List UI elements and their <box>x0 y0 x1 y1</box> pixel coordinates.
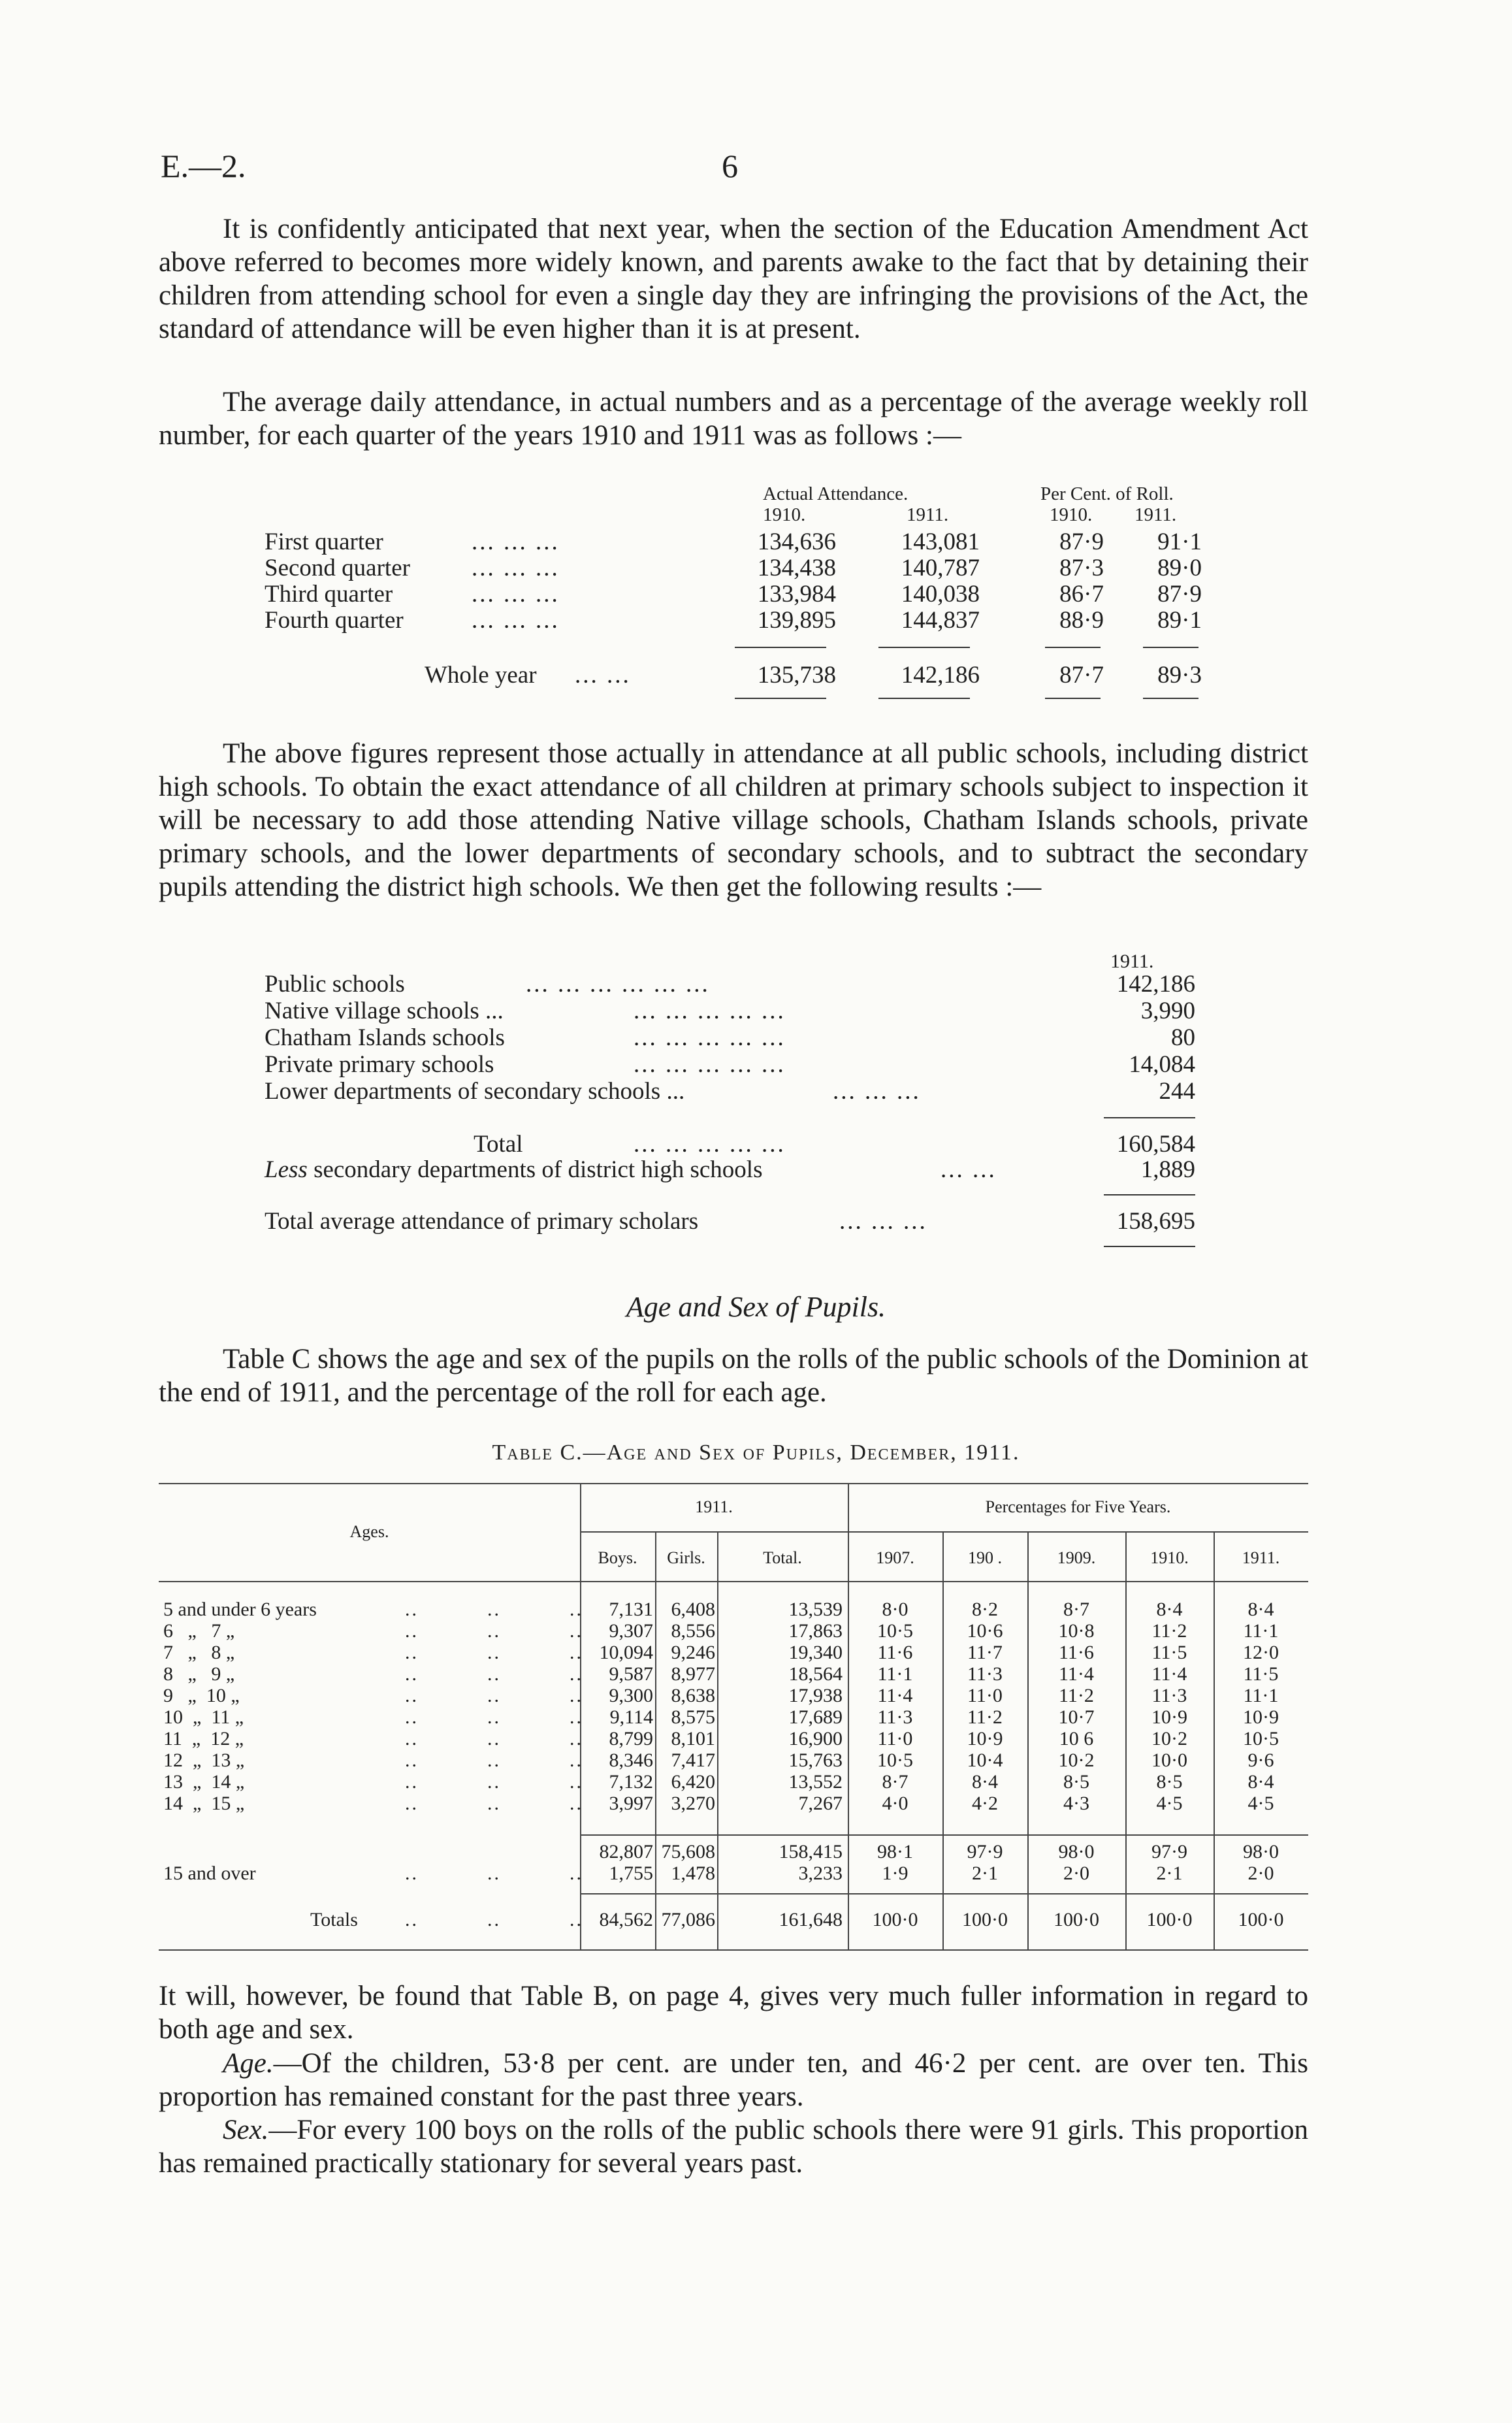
res-value: 3,990 <box>1140 998 1195 1024</box>
boys-cell: 84,562 <box>599 1909 653 1930</box>
leader-dots: .. .. .. <box>405 1771 583 1793</box>
percent-cell: 8·4 <box>1247 1771 1274 1793</box>
boys-cell: 9,587 <box>609 1663 653 1685</box>
percent-cell: 10·5 <box>877 1749 913 1771</box>
girls-cell: 8,101 <box>671 1728 715 1749</box>
pct-1910: 86·7 <box>1059 581 1104 608</box>
header-year: 1910. <box>1150 1548 1189 1567</box>
table-rule-totals <box>580 1893 1308 1894</box>
rule <box>1143 647 1198 648</box>
pct-1910: 88·9 <box>1059 607 1104 634</box>
age-cell: 6 „ 7 „ <box>163 1620 235 1642</box>
percent-cell: 4·5 <box>1156 1793 1183 1814</box>
total-cell: 17,863 <box>788 1620 843 1642</box>
girls-cell: 77,086 <box>661 1909 715 1930</box>
res-label: Private primary schools <box>265 1051 494 1078</box>
percent-cell: 11·3 <box>1151 1685 1187 1706</box>
percent-cell: 10·7 <box>1058 1706 1095 1728</box>
leader-dots: ... ... ... ... ... ... <box>526 971 710 998</box>
section-heading: Age and Sex of Pupils. <box>626 1291 886 1323</box>
rule <box>1104 1246 1195 1247</box>
table-rule-subtotal <box>580 1834 1308 1836</box>
leader-dots: ... ... ... <box>839 1208 927 1235</box>
actual-1911: 143,081 <box>901 529 980 555</box>
res-label: Total <box>474 1131 523 1158</box>
col-header-percent: Per Cent. of Roll. <box>1040 483 1174 504</box>
actual-1910: 134,438 <box>757 555 836 581</box>
girls-cell: 7,417 <box>671 1749 715 1771</box>
res-value: 244 <box>1159 1078 1195 1105</box>
percent-cell: 10·8 <box>1058 1620 1095 1642</box>
pct-year-1910: 1910. <box>1050 504 1093 525</box>
age-cell: 9 „ 10 „ <box>163 1685 240 1706</box>
percent-cell: 11·2 <box>1059 1685 1094 1706</box>
percent-cell: 8·7 <box>882 1771 909 1793</box>
actual-1910: 134,636 <box>757 529 836 555</box>
row-label: Third quarter <box>265 581 393 608</box>
percent-cell: 8·5 <box>1063 1771 1089 1793</box>
total-cell: 15,763 <box>788 1749 843 1771</box>
res-label: Total average attendance of primary scholars <box>265 1208 699 1235</box>
age-cell: 12 „ 13 „ <box>163 1749 245 1771</box>
pct-1911: 87·9 <box>1157 581 1202 608</box>
leader-dots: .. .. .. <box>405 1862 583 1884</box>
percent-cell: 8·0 <box>882 1599 909 1620</box>
percent-cell: 100·0 <box>1146 1909 1193 1930</box>
table-c-title: Table C.—Age and Sex of Pupils, December, 1911. <box>492 1440 1020 1465</box>
leader-dots: .. .. .. <box>405 1642 583 1663</box>
percent-cell: 11·0 <box>967 1685 1003 1706</box>
res-label: Chatham Islands schools <box>265 1024 505 1051</box>
age-cell: 13 „ 14 „ <box>163 1771 245 1793</box>
boys-cell: 9,114 <box>609 1706 653 1728</box>
paragraph-6 <box>159 2047 1308 2113</box>
header-girls: Girls. <box>667 1548 705 1567</box>
leader-dots: .. .. .. <box>405 1749 583 1771</box>
percent-cell: 97·9 <box>1151 1841 1187 1862</box>
percent-cell: 11·1 <box>877 1663 913 1685</box>
leader-dots: ... ... ... <box>472 555 560 581</box>
percent-cell: 11·3 <box>877 1706 913 1728</box>
percent-cell: 8·4 <box>1247 1599 1274 1620</box>
leader-dots: ... ... ... ... ... <box>634 1051 786 1078</box>
res-label: Native village schools ... <box>265 998 504 1024</box>
boys-cell: 8,799 <box>609 1728 653 1749</box>
boys-cell: 8,346 <box>609 1749 653 1771</box>
percent-cell: 4·5 <box>1247 1793 1274 1814</box>
total-cell: 19,340 <box>788 1642 843 1663</box>
boys-cell: 9,300 <box>609 1685 653 1706</box>
pct-1910: 87·9 <box>1059 529 1104 555</box>
actual-1911: 142,186 <box>901 662 980 689</box>
total-cell: 3,233 <box>798 1862 843 1884</box>
leader-dots: ... ... ... <box>472 581 560 608</box>
percent-cell: 11·2 <box>967 1706 1003 1728</box>
boys-cell: 7,132 <box>609 1771 653 1793</box>
leader-dots: .. .. .. <box>405 1663 583 1685</box>
paragraph-2: The average daily attendance, in actual numbers and as a percentage of the average weekly roll number, for each quarter of the years 1910 and 1911 was as follows :— <box>159 387 1308 451</box>
girls-cell: 3,270 <box>671 1793 715 1814</box>
col-header-actual: Actual Attendance. <box>763 483 909 504</box>
year-1910: 1910. <box>763 504 806 525</box>
paragraph-1: It is confidently anticipated that next year, when the section of the Education Amendment Act above referred to becomes more widely known, and parents awake to the fact that by detaining their children from attending school for even a single day they are infringing the provisions of the Act, the standard of attendance will be even higher than it is at present. <box>159 214 1308 344</box>
res-value: 158,695 <box>1116 1208 1195 1235</box>
age-cell: 15 and over <box>163 1862 256 1884</box>
results-year: 1911. <box>1110 951 1154 972</box>
res-value: 160,584 <box>1116 1131 1195 1158</box>
leader-dots: .. .. .. <box>405 1599 583 1620</box>
percent-cell: 10·5 <box>877 1620 913 1642</box>
leader-dots: ... ... ... ... ... <box>634 1024 786 1051</box>
percent-cell: 11·6 <box>1059 1642 1094 1663</box>
percent-cell: 97·9 <box>967 1841 1003 1862</box>
percent-cell: 11·5 <box>1151 1642 1187 1663</box>
boys-cell: 3,997 <box>609 1793 653 1814</box>
percent-cell: 9·6 <box>1247 1749 1274 1771</box>
percent-cell: 11·4 <box>877 1685 913 1706</box>
percent-cell: 11·0 <box>877 1728 913 1749</box>
percent-cell: 10·4 <box>967 1749 1003 1771</box>
res-value: 1,889 <box>1140 1156 1195 1183</box>
pct-1911: 89·0 <box>1157 555 1202 581</box>
res-value: 142,186 <box>1116 971 1195 998</box>
actual-1911: 140,787 <box>901 555 980 581</box>
girls-cell: 8,638 <box>671 1685 715 1706</box>
row-label: Whole year <box>425 662 537 689</box>
rule <box>1104 1117 1195 1118</box>
age-cell: 5 and under 6 years <box>163 1599 317 1620</box>
percent-cell: 4·3 <box>1063 1793 1089 1814</box>
header-year: 1907. <box>876 1548 914 1567</box>
boys-cell: 10,094 <box>599 1642 653 1663</box>
sex-label: Sex. <box>223 2115 269 2145</box>
girls-cell: 9,246 <box>671 1642 715 1663</box>
header-ages: Ages. <box>349 1522 389 1541</box>
row-label: First quarter <box>265 529 383 555</box>
header-year: 1909. <box>1057 1548 1096 1567</box>
percent-cell: 10·2 <box>1151 1728 1187 1749</box>
percent-cell: 8·4 <box>972 1771 998 1793</box>
leader-dots: .. .. .. <box>405 1909 583 1930</box>
percent-cell: 11·5 <box>1243 1663 1279 1685</box>
percent-cell: 10·5 <box>1243 1728 1279 1749</box>
percent-cell: 98·0 <box>1058 1841 1095 1862</box>
header-1911: 1911. <box>695 1497 733 1516</box>
age-label: Age. <box>223 2048 274 2079</box>
paragraph-7 <box>159 2113 1308 2180</box>
leader-dots: .. .. .. <box>405 1706 583 1728</box>
header-year: 1911. <box>1242 1548 1280 1567</box>
pct-1911: 91·1 <box>1157 529 1202 555</box>
rule <box>1104 1194 1195 1195</box>
page-code: E.—2. <box>161 148 246 184</box>
boys-cell: 1,755 <box>609 1862 653 1884</box>
percent-cell: 11·2 <box>1151 1620 1187 1642</box>
total-cell: 13,539 <box>788 1599 843 1620</box>
percent-cell: 10·0 <box>1151 1749 1187 1771</box>
paragraph-5-text: It will, however, be found that Table B, on page 4, gives very much fuller information in regard to both age and sex. <box>159 1981 1308 2045</box>
less-word: Less <box>265 1156 308 1183</box>
percent-cell: 98·1 <box>877 1841 913 1862</box>
rule <box>878 647 970 648</box>
actual-1911: 140,038 <box>901 581 980 608</box>
rule <box>878 698 970 699</box>
percent-cell: 11·4 <box>1059 1663 1094 1685</box>
res-label <box>265 1156 763 1184</box>
boys-cell: 9,307 <box>609 1620 653 1642</box>
header-total: Total. <box>763 1548 802 1567</box>
percent-cell: 10·9 <box>1151 1706 1187 1728</box>
header-percentages: Percentages for Five Years. <box>985 1497 1171 1516</box>
actual-1910: 139,895 <box>757 607 836 634</box>
percent-cell: 11·7 <box>967 1642 1003 1663</box>
leader-dots: .. .. .. <box>405 1793 583 1814</box>
girls-cell: 1,478 <box>671 1862 715 1884</box>
boys-cell: 7,131 <box>609 1599 653 1620</box>
boys-cell: 82,807 <box>599 1841 653 1862</box>
pct-1910: 87·7 <box>1059 662 1104 689</box>
paragraph-3: The above figures represent those actually in attendance at all public schools, including district high schools. To obtain the exact attendance of all children at primary schools subject to inspection it will be necessary to add those attending Native village schools, Chatham Islands schools, private primary schools, and the lower departments of secondary schools, and to subtract the secondary pupils attending the district high schools. We then get the following results :— <box>159 738 1308 902</box>
header-boys: Boys. <box>598 1548 637 1567</box>
age-cell: Totals <box>310 1909 358 1930</box>
less-rest: secondary departments of district high schools <box>314 1156 763 1183</box>
percent-cell: 100·0 <box>872 1909 918 1930</box>
total-cell: 158,415 <box>779 1841 843 1862</box>
rule <box>1045 647 1101 648</box>
table-rule-header-bottom <box>159 1581 1308 1582</box>
total-cell: 17,689 <box>788 1706 843 1728</box>
percent-cell: 100·0 <box>1238 1909 1284 1930</box>
paragraph-7-text: —For every 100 boys on the rolls of the public schools there were 91 girls. This proportion has remained practically stationary for several years past. <box>159 2115 1308 2179</box>
total-cell: 13,552 <box>788 1771 843 1793</box>
percent-cell: 2·0 <box>1247 1862 1274 1884</box>
percent-cell: 8·5 <box>1156 1771 1183 1793</box>
girls-cell: 6,420 <box>671 1771 715 1793</box>
percent-cell: 11·3 <box>967 1663 1003 1685</box>
percent-cell: 12·0 <box>1243 1642 1279 1663</box>
actual-1910: 133,984 <box>757 581 836 608</box>
rule <box>1045 698 1101 699</box>
table-rule-bottom <box>159 1949 1308 1951</box>
percent-cell: 4·0 <box>882 1793 909 1814</box>
total-cell: 161,648 <box>779 1909 843 1930</box>
page-number: 6 <box>722 148 738 184</box>
percent-cell: 10·9 <box>967 1728 1003 1749</box>
percent-cell: 10 6 <box>1059 1728 1094 1749</box>
paragraph-6-text: —Of the children, 53·8 per cent. are under ten, and 46·2 per cent. are over ten. This proportion has remained constant for the past three years. <box>159 2048 1308 2112</box>
percent-cell: 11·6 <box>877 1642 913 1663</box>
row-label: Second quarter <box>265 555 410 581</box>
age-cell: 7 „ 8 „ <box>163 1642 235 1663</box>
pct-1910: 87·3 <box>1059 555 1104 581</box>
percent-cell: 11·1 <box>1243 1620 1279 1642</box>
leader-dots: ... ... ... <box>472 607 560 634</box>
res-label: Lower departments of secondary schools ... <box>265 1078 685 1105</box>
pct-1911: 89·3 <box>1157 662 1202 689</box>
leader-dots: .. .. .. <box>405 1620 583 1642</box>
total-cell: 17,938 <box>788 1685 843 1706</box>
table-rule-top <box>159 1483 1308 1484</box>
row-label: Fourth quarter <box>265 607 404 634</box>
total-cell: 7,267 <box>798 1793 843 1814</box>
percent-cell: 100·0 <box>1054 1909 1099 1930</box>
percent-cell: 8·2 <box>972 1599 998 1620</box>
total-cell: 16,900 <box>788 1728 843 1749</box>
leader-dots: ... ... ... ... ... <box>634 998 786 1024</box>
paragraph-5 <box>159 1979 1308 2046</box>
rule <box>735 698 826 699</box>
pct-1911: 89·1 <box>1157 607 1202 634</box>
percent-cell: 100·0 <box>962 1909 1008 1930</box>
pct-year-1911: 1911. <box>1134 504 1177 525</box>
percent-cell: 2·0 <box>1063 1862 1089 1884</box>
age-cell: 8 „ 9 „ <box>163 1663 235 1685</box>
girls-cell: 8,575 <box>671 1706 715 1728</box>
leader-dots: ... ... ... <box>472 529 560 555</box>
age-cell: 11 „ 12 „ <box>163 1728 244 1749</box>
girls-cell: 6,408 <box>671 1599 715 1620</box>
header-year: 190 . <box>968 1548 1002 1567</box>
year-1911: 1911. <box>907 504 949 525</box>
percent-cell: 10·9 <box>1243 1706 1279 1728</box>
percent-cell: 2·1 <box>972 1862 998 1884</box>
res-value: 14,084 <box>1129 1051 1195 1078</box>
res-label: Public schools <box>265 971 405 998</box>
percent-cell: 2·1 <box>1156 1862 1183 1884</box>
percent-cell: 11·1 <box>1243 1685 1279 1706</box>
paragraph-4: Table C shows the age and sex of the pupils on the rolls of the public schools of the Dominion at the end of 1911, and the percentage of the roll for each age. <box>159 1344 1308 1408</box>
leader-dots: .. .. .. <box>405 1728 583 1749</box>
rule <box>735 647 826 648</box>
actual-1911: 144,837 <box>901 607 980 634</box>
girls-cell: 75,608 <box>661 1841 715 1862</box>
actual-1910: 135,738 <box>757 662 836 689</box>
leader-dots: ... ... <box>575 662 631 689</box>
percent-cell: 8·7 <box>1063 1599 1089 1620</box>
res-value: 80 <box>1171 1024 1195 1051</box>
leader-dots: ... ... ... ... ... <box>634 1131 786 1158</box>
girls-cell: 8,977 <box>671 1663 715 1685</box>
percent-cell: 11·4 <box>1151 1663 1187 1685</box>
leader-dots: ... ... <box>941 1156 997 1183</box>
percent-cell: 10·6 <box>967 1620 1003 1642</box>
percent-cell: 98·0 <box>1243 1841 1279 1862</box>
leader-dots: ... ... ... <box>833 1078 921 1105</box>
table-rule-header-mid <box>580 1531 1308 1533</box>
percent-cell: 4·2 <box>972 1793 998 1814</box>
age-cell: 14 „ 15 „ <box>163 1793 245 1814</box>
age-cell: 10 „ 11 „ <box>163 1706 244 1728</box>
percent-cell: 10·2 <box>1058 1749 1095 1771</box>
percent-cell: 8·4 <box>1156 1599 1183 1620</box>
leader-dots: .. .. .. <box>405 1685 583 1706</box>
rule <box>1143 698 1198 699</box>
percent-cell: 1·9 <box>882 1862 909 1884</box>
total-cell: 18,564 <box>788 1663 843 1685</box>
girls-cell: 8,556 <box>671 1620 715 1642</box>
